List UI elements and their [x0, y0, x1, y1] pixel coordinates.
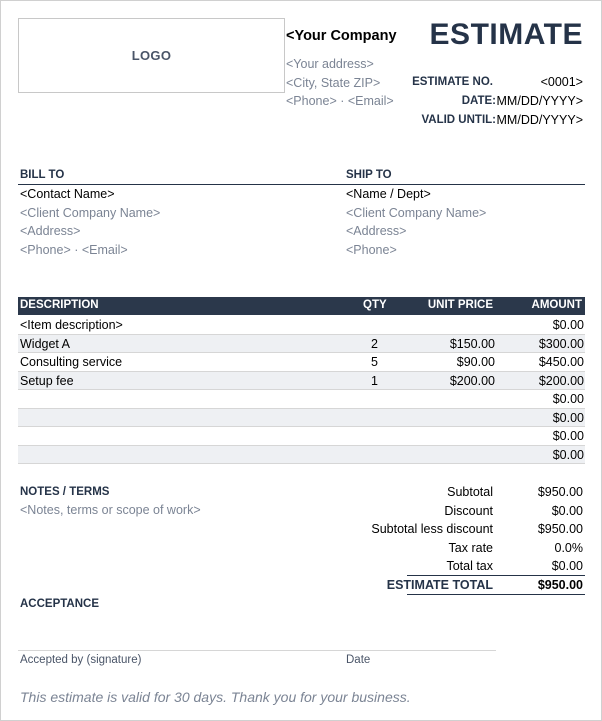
- ship-to-phone: <Phone>: [346, 243, 397, 257]
- subtotal-label: Subtotal: [447, 485, 493, 499]
- header-qty: QTY: [363, 299, 387, 311]
- estimate-no-label: ESTIMATE NO.: [412, 76, 493, 88]
- bill-ship-divider: [18, 184, 585, 185]
- date-value: MM/DD/YYYY>: [496, 94, 583, 108]
- footer-note: This estimate is valid for 30 days. Thank you for your business.: [20, 689, 411, 705]
- cell-qty: 1: [371, 373, 378, 388]
- cell-unit-price: $150.00: [449, 336, 495, 351]
- cell-qty: 2: [371, 336, 378, 351]
- cell-description: Widget A: [20, 336, 71, 351]
- cell-amount: $0.00: [552, 318, 584, 332]
- acceptance-heading: ACCEPTANCE: [20, 598, 100, 610]
- date-label: DATE:: [461, 95, 496, 107]
- header-amount: AMOUNT: [531, 299, 582, 311]
- cell-unit-price: $200.00: [449, 373, 495, 388]
- total-tax-value: $0.00: [551, 559, 583, 573]
- row-divider: [18, 463, 585, 464]
- cell-amount: $0.00: [552, 392, 584, 406]
- cell-amount: $0.00: [552, 429, 584, 443]
- estimate-no-value: <0001>: [540, 75, 583, 89]
- table-row[interactable]: [18, 316, 585, 335]
- signature-line[interactable]: [18, 650, 496, 651]
- bill-to-contact: <Contact Name>: [20, 187, 115, 201]
- cell-amount: $450.00: [538, 355, 584, 369]
- items-table-header: [18, 297, 585, 315]
- estimate-total-value: $950.00: [537, 578, 583, 592]
- cell-amount: $300.00: [538, 336, 584, 351]
- table-row[interactable]: [18, 446, 585, 465]
- cell-amount: $200.00: [538, 373, 584, 388]
- ship-to-heading: SHIP TO: [346, 169, 392, 181]
- table-row[interactable]: [18, 335, 585, 354]
- cell-amount: $0.00: [552, 410, 584, 425]
- company-city: <City, State ZIP>: [286, 76, 381, 90]
- document-title: ESTIMATE: [429, 18, 583, 51]
- bill-to-company: <Client Company Name>: [20, 206, 161, 220]
- cell-amount: $0.00: [552, 447, 584, 462]
- cell-unit-price: $90.00: [456, 355, 495, 369]
- valid-until-label: VALID UNTIL:: [421, 114, 496, 126]
- company-address: <Your address>: [286, 57, 374, 71]
- table-row[interactable]: [18, 353, 585, 372]
- header-description: DESCRIPTION: [20, 299, 99, 311]
- cell-qty: 5: [371, 355, 378, 369]
- bill-to-phone-email: <Phone> · <Email>: [20, 243, 128, 257]
- total-tax-label: Total tax: [446, 559, 493, 573]
- bill-to-heading: BILL TO: [20, 169, 65, 181]
- ship-to-address: <Address>: [346, 224, 407, 238]
- discount-value[interactable]: $0.00: [551, 504, 583, 518]
- notes-text[interactable]: <Notes, terms or scope of work>: [20, 503, 201, 517]
- company-contact: <Phone> · <Email>: [286, 94, 394, 108]
- notes-heading: NOTES / TERMS: [20, 486, 110, 498]
- table-row[interactable]: [18, 390, 585, 409]
- cell-description: Setup fee: [20, 373, 74, 388]
- company-name: <Your Company: [286, 28, 397, 44]
- valid-until-value: MM/DD/YYYY>: [496, 113, 583, 127]
- subtotal-value: $950.00: [537, 485, 583, 499]
- estimate-total-label: ESTIMATE TOTAL: [386, 578, 493, 592]
- table-row[interactable]: [18, 409, 585, 428]
- total-top-rule: [407, 575, 585, 576]
- subtotal-less-discount-label: Subtotal less discount: [371, 522, 493, 536]
- table-row[interactable]: [18, 372, 585, 391]
- table-row[interactable]: [18, 427, 585, 446]
- bill-to-address: <Address>: [20, 224, 81, 238]
- tax-rate-label: Tax rate: [448, 541, 493, 555]
- discount-label: Discount: [444, 504, 493, 518]
- cell-description: <Item description>: [20, 318, 123, 332]
- tax-rate-value[interactable]: 0.0%: [554, 541, 583, 555]
- acceptance-date-label: Date: [346, 654, 371, 666]
- signature-label: Accepted by (signature): [20, 654, 142, 666]
- total-bottom-rule: [407, 594, 585, 595]
- logo-placeholder[interactable]: [18, 18, 285, 93]
- ship-to-company: <Client Company Name>: [346, 206, 487, 220]
- header-unit-price: UNIT PRICE: [427, 299, 493, 311]
- ship-to-name: <Name / Dept>: [346, 187, 431, 201]
- logo-label: LOGO: [131, 48, 172, 63]
- cell-description: Consulting service: [20, 355, 123, 369]
- subtotal-less-discount-value: $950.00: [537, 522, 583, 536]
